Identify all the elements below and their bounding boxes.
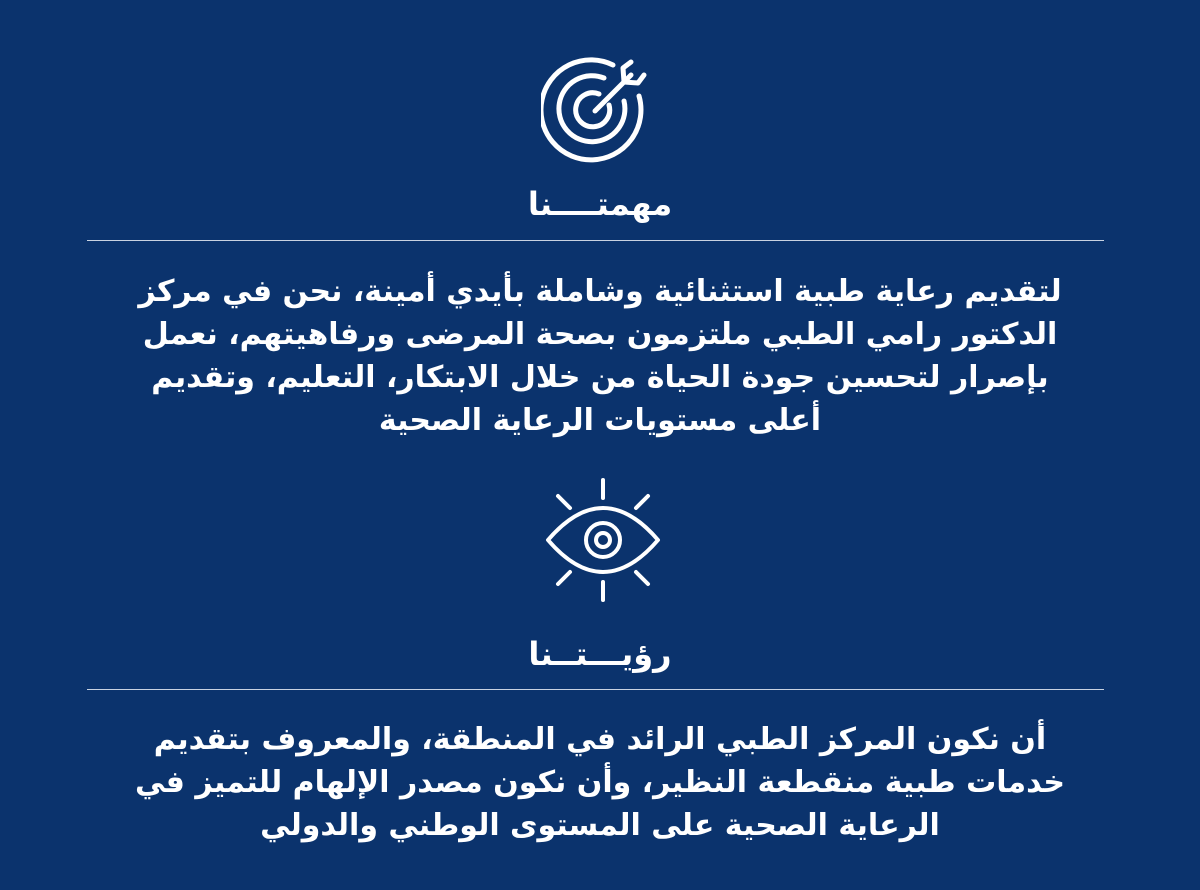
- mission-divider: [87, 240, 1104, 241]
- mission-title: مهمتــــنا: [527, 185, 673, 223]
- vision-title: رؤيـــتــنا: [528, 635, 672, 673]
- vision-text: أن نكون المركز الطبي الرائد في المنطقة، والمعروف بتقديم خدمات طبية منقطعة النظير، وأن نكون مصدر الإلهام للتميز في الرعاية الصحية على المستوى الوطني والدولي: [134, 722, 1066, 843]
- eye-icon: [543, 478, 663, 602]
- mission-section: [0, 0, 1200, 440]
- vision-divider: [87, 689, 1104, 690]
- target-arrow-icon: [541, 56, 651, 166]
- vision-section: [0, 440, 1200, 890]
- mission-text: لتقديم رعاية طبية استثنائية وشاملة بأيدي أمينة، نحن في مركز الدكتور رامي الطبي ملتزمون بصحة المرضى ورفاهيتهم، نعمل بإصرار لتحسين جودة الحياة من خلال الابتكار، التعليم، وتقديم أعلى مستويات الرعاية الصحية: [138, 274, 1062, 438]
